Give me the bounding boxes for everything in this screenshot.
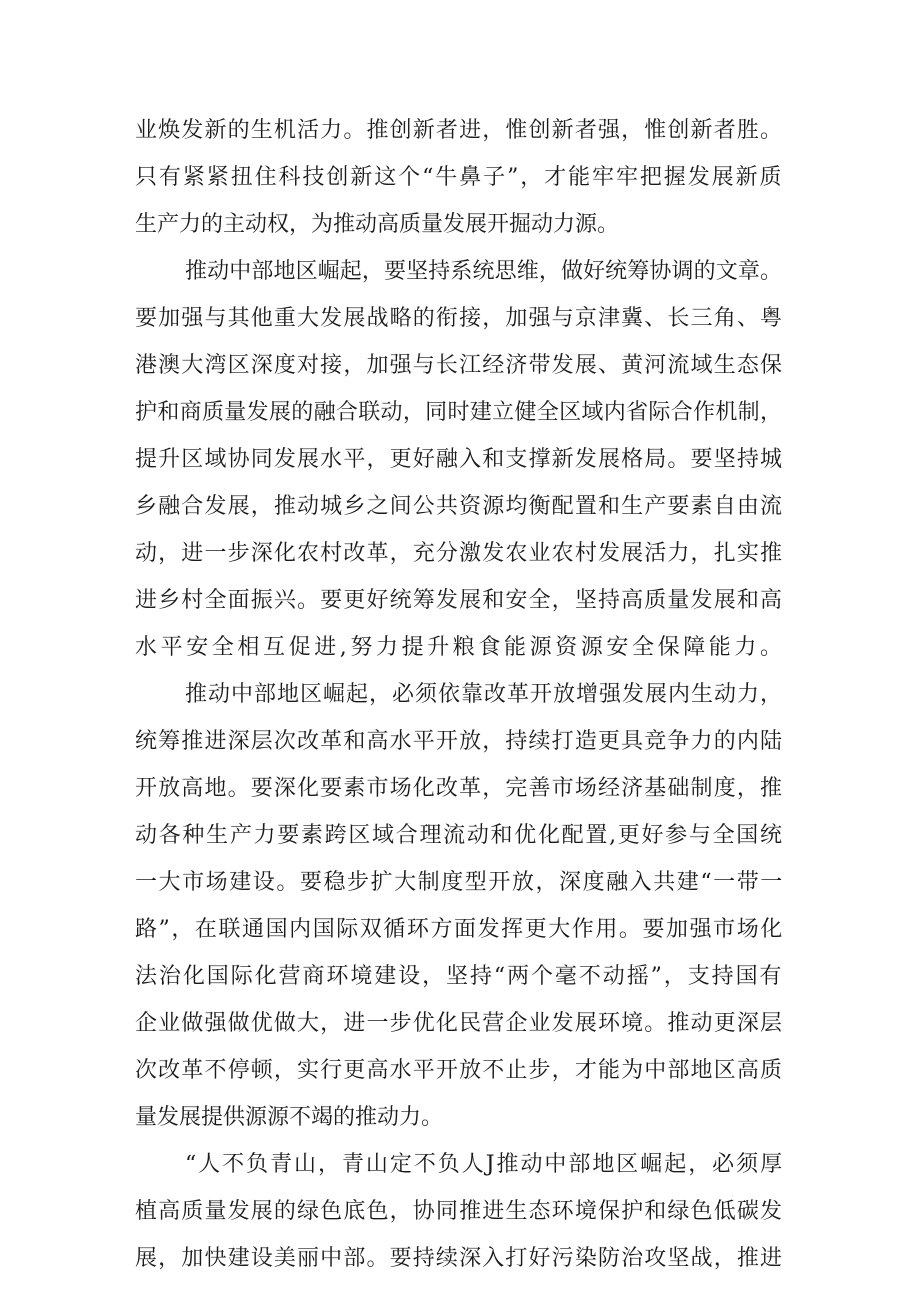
text-line: 植高质量发展的绿色底色，协同推进生态环境保护和绿色低碳发 — [135, 1199, 784, 1224]
text-line: 要加强与其他重大发展战略的衔接，加强与京津冀、长三角、粤 — [135, 306, 784, 331]
text-line: 开放高地。要深化要素市场化改革，完善市场经济基础制度，推 — [135, 776, 784, 801]
text-line: 水平安全相互促进,努力提升粮食能源资源安全保障能力。 — [135, 635, 786, 660]
text-line: 一大市场建设。要稳步扩大制度型开放，深度融入共建“一带一 — [135, 870, 784, 895]
text-line: 只有紧紧扭住科技创新这个“牛鼻子”，才能牢牢把握发展新质 — [135, 165, 784, 190]
text-line: 量发展提供源源不竭的推动力。 — [135, 1105, 444, 1130]
text-line: 港澳大湾区深度对接，加强与长江经济带发展、黄河流域生态保 — [135, 353, 784, 378]
paragraph-first-line: 推动中部地区崛起，必须依靠改革开放增强发展内生动力， — [185, 682, 784, 707]
text-line: 动，进一步深化农村改革，充分激发农业农村发展活力，扎实推 — [135, 541, 784, 566]
text-line: 提升区域协同发展水平，更好融入和支撑新发展格局。要坚持城 — [135, 447, 784, 472]
text-line: 展，加快建设美丽中部。要持续深入打好污染防治攻坚战，推进 — [135, 1246, 784, 1271]
text-line: 路”，在联通国内国际双循环方面发挥更大作用。要加强市场化 — [135, 917, 784, 942]
text-line: 护和商质量发展的融合联动，同时建立健全区域内省际合作机制， — [135, 400, 783, 425]
text-line: 统筹推进深层次改革和高水平开放，持续打造更具竞争力的内陆 — [135, 729, 784, 754]
text-line: 生产力的主动权，为推动高质量发展开掘动力源。 — [135, 212, 620, 237]
text-line: 动各种生产力要素跨区域合理流动和优化配置,更好参与全国统 — [135, 823, 784, 848]
paragraph-first-line: “人不负青山，青山定不负人J推动中部地区崛起，必须厚 — [185, 1152, 785, 1177]
text-line: 乡融合发展，推动城乡之间公共资源均衡配置和生产要素自由流 — [135, 494, 784, 519]
text-line: 次改革不停顿，实行更高水平开放不止步，才能为中部地区高质 — [135, 1058, 784, 1083]
paragraph-first-line: 推动中部地区崛起，要坚持系统思维，做好统筹协调的文章。 — [185, 259, 783, 284]
text-line: 法治化国际化营商环境建设，坚持“两个毫不动摇”，支持国有 — [135, 964, 784, 989]
text-line: 企业做强做优做大，进一步优化民营企业发展环境。推动更深层 — [135, 1011, 784, 1036]
text-line: 业焕发新的生机活力。推创新者进，惟创新者强，惟创新者胜。 — [135, 118, 784, 143]
text-line: 进乡村全面振兴。要更好统筹发展和安全，坚持高质量发展和高 — [135, 588, 784, 613]
